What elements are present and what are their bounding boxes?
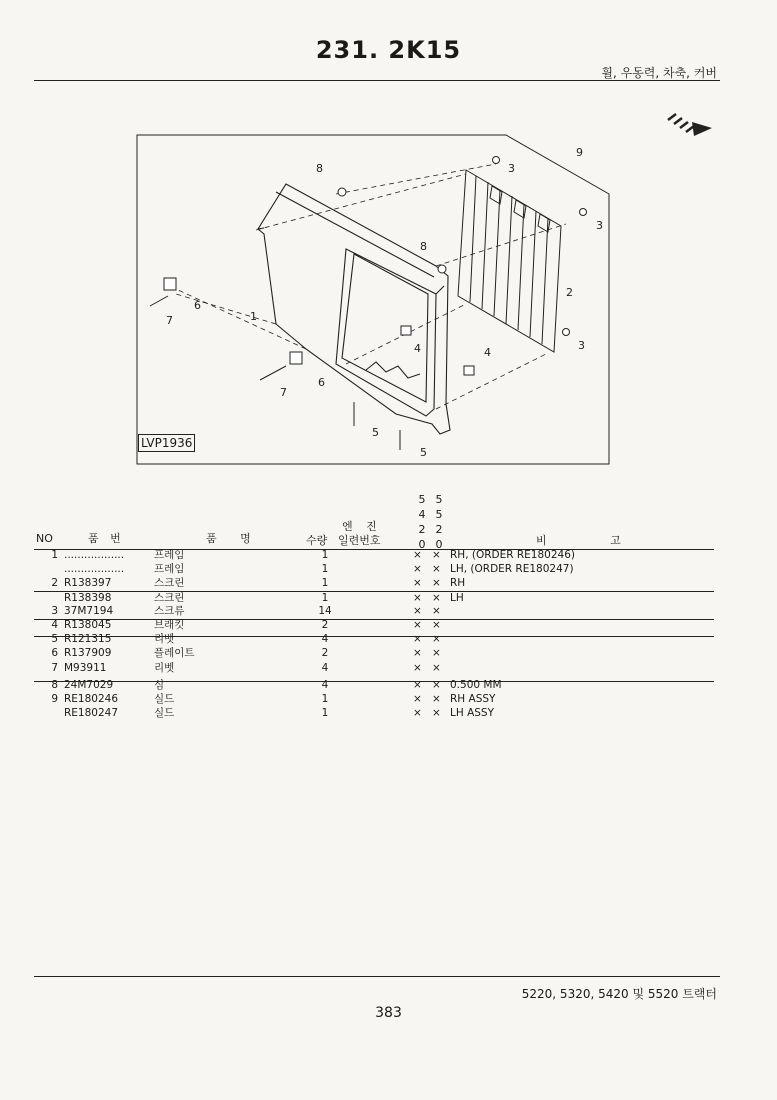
header-serial: 일련번호 xyxy=(338,534,381,547)
callout-4a: 4 xyxy=(414,342,421,355)
row-quantity: 4 xyxy=(321,679,329,691)
row-model-a-mark: × xyxy=(413,605,422,617)
row-model-b-mark: × xyxy=(432,633,441,645)
callout-4b: 4 xyxy=(484,346,491,359)
row-remarks: RH xyxy=(450,577,466,589)
row-no: 9 xyxy=(51,693,58,705)
row-part-name: 브래킷 xyxy=(154,619,185,631)
header-part-name: 품 명 xyxy=(206,532,251,545)
table-group-rule xyxy=(34,619,714,620)
row-no: 2 xyxy=(51,577,58,589)
callout-3b: 3 xyxy=(596,219,603,232)
screen-part xyxy=(458,170,561,352)
row-quantity: 1 xyxy=(321,693,329,705)
row-part-name: 리벳 xyxy=(154,633,175,645)
row-model-b-mark: × xyxy=(432,662,441,674)
callout-7b: 7 xyxy=(280,386,287,399)
row-part-number: RE180247 xyxy=(64,707,119,719)
page-title: 231. 2K15 xyxy=(315,36,462,64)
row-part-number: M93911 xyxy=(64,662,107,674)
callout-8a: 8 xyxy=(316,162,323,175)
table-row xyxy=(0,591,777,605)
row-quantity: 1 xyxy=(321,577,329,589)
row-quantity: 4 xyxy=(321,662,329,674)
callout-3a: 3 xyxy=(508,162,515,175)
row-model-a-mark: × xyxy=(413,549,422,561)
callout-5a: 5 xyxy=(372,426,379,439)
row-model-b-mark: × xyxy=(432,605,441,617)
row-quantity: 1 xyxy=(321,549,329,561)
row-model-a-mark: × xyxy=(413,679,422,691)
row-remarks: LH, (ORDER RE180247) xyxy=(450,563,574,575)
row-model-a-mark: × xyxy=(413,707,422,719)
row-model-b-mark: × xyxy=(432,679,441,691)
table-row xyxy=(0,646,777,660)
row-model-a-mark: × xyxy=(413,592,422,604)
row-part-number: RE180246 xyxy=(64,693,119,705)
row-remarks: RH ASSY xyxy=(450,693,496,705)
table-row xyxy=(0,706,777,720)
row-remarks: RH, (ORDER RE180246) xyxy=(450,549,575,561)
footer-models: 5220, 5320, 5420 및 5520 트랙터 xyxy=(521,987,717,1001)
table-group-rule xyxy=(34,636,714,637)
row-part-name: 스크류 xyxy=(154,605,185,617)
table-row xyxy=(0,632,777,646)
row-part-name: 프레임 xyxy=(154,549,185,561)
page-number: 383 xyxy=(375,1005,402,1021)
table-row xyxy=(0,692,777,706)
row-part-number: R137909 xyxy=(64,647,112,659)
row-quantity: 4 xyxy=(321,633,329,645)
row-part-number: R138397 xyxy=(64,577,112,589)
header-rule xyxy=(34,80,720,81)
row-part-name: 스크린 xyxy=(154,592,185,604)
callout-2: 2 xyxy=(566,286,573,299)
table-row xyxy=(0,548,777,562)
row-no: 8 xyxy=(51,679,58,691)
row-model-a-mark: × xyxy=(413,619,422,631)
row-part-name: 프레임 xyxy=(154,563,185,575)
row-part-name: 리벳 xyxy=(154,662,175,674)
diagram-border xyxy=(137,135,609,464)
row-model-a-mark: × xyxy=(413,563,422,575)
row-remarks: LH xyxy=(450,592,464,604)
table-group-rule xyxy=(34,591,714,592)
header-quantity: 수량 xyxy=(306,534,328,547)
row-part-name: 실드 xyxy=(154,693,175,705)
row-no: 4 xyxy=(51,619,58,631)
table-row xyxy=(0,618,777,632)
row-part-name: 실드 xyxy=(154,707,175,719)
row-model-b-mark: × xyxy=(432,707,441,719)
callout-3c: 3 xyxy=(578,339,585,352)
row-model-b-mark: × xyxy=(432,563,441,575)
exploded-parts-diagram xyxy=(136,134,610,465)
row-part-number: R138045 xyxy=(64,619,112,631)
footer-rule xyxy=(34,976,720,977)
header-remarks: 비 고 xyxy=(536,534,621,547)
row-part-number: 24M7029 xyxy=(64,679,114,691)
row-quantity: 1 xyxy=(321,707,329,719)
callout-7a: 7 xyxy=(166,314,173,327)
section-category: 휠, 우동력, 차축, 커버 xyxy=(601,66,717,80)
row-quantity: 14 xyxy=(318,605,332,617)
row-no: 3 xyxy=(51,605,58,617)
callout-1: 1 xyxy=(250,310,257,323)
row-part-number: R121315 xyxy=(64,633,112,645)
row-model-b-mark: × xyxy=(432,647,441,659)
callout-5b: 5 xyxy=(420,446,427,459)
row-quantity: 2 xyxy=(321,647,329,659)
row-quantity: 1 xyxy=(321,592,329,604)
callout-6a: 6 xyxy=(194,299,201,312)
row-model-b-mark: × xyxy=(432,549,441,561)
row-no: 7 xyxy=(51,662,58,674)
header-no: NO xyxy=(36,532,53,545)
table-group-rule xyxy=(34,681,714,682)
header-engine: 엔 진 xyxy=(342,520,377,533)
row-model-a-mark: × xyxy=(413,693,422,705)
row-remarks: LH ASSY xyxy=(450,707,495,719)
model-column-b: 5 5 2 0 xyxy=(435,493,443,551)
row-quantity: 1 xyxy=(321,563,329,575)
row-part-number: .................. xyxy=(64,549,125,561)
header-part-number: 품 번 xyxy=(88,532,121,545)
row-no: 1 xyxy=(51,549,58,561)
table-row xyxy=(0,661,777,675)
row-model-b-mark: × xyxy=(432,577,441,589)
row-part-name: 플레이트 xyxy=(154,647,195,659)
row-no: 5 xyxy=(51,633,58,645)
table-row xyxy=(0,604,777,618)
table-row xyxy=(0,576,777,590)
row-model-b-mark: × xyxy=(432,693,441,705)
callout-8b: 8 xyxy=(420,240,427,253)
figure-label: LVP1936 xyxy=(138,434,195,452)
callout-6b: 6 xyxy=(318,376,325,389)
row-part-number: R138398 xyxy=(64,592,112,604)
row-part-name: 스크린 xyxy=(154,577,185,589)
row-part-number: 37M7194 xyxy=(64,605,114,617)
row-quantity: 2 xyxy=(321,619,329,631)
row-part-number: .................. xyxy=(64,563,125,575)
row-model-a-mark: × xyxy=(413,662,422,674)
row-model-b-mark: × xyxy=(432,592,441,604)
row-model-a-mark: × xyxy=(413,633,422,645)
row-no: 6 xyxy=(51,647,58,659)
model-column-a: 5 4 2 0 xyxy=(418,493,426,551)
row-remarks: 0.500 MM xyxy=(450,679,502,691)
callout-9: 9 xyxy=(576,146,583,159)
row-part-name: 심 xyxy=(154,679,165,691)
table-row xyxy=(0,562,777,576)
row-model-a-mark: × xyxy=(413,647,422,659)
row-model-a-mark: × xyxy=(413,577,422,589)
direction-arrow-icon xyxy=(664,112,714,138)
row-model-b-mark: × xyxy=(432,619,441,631)
